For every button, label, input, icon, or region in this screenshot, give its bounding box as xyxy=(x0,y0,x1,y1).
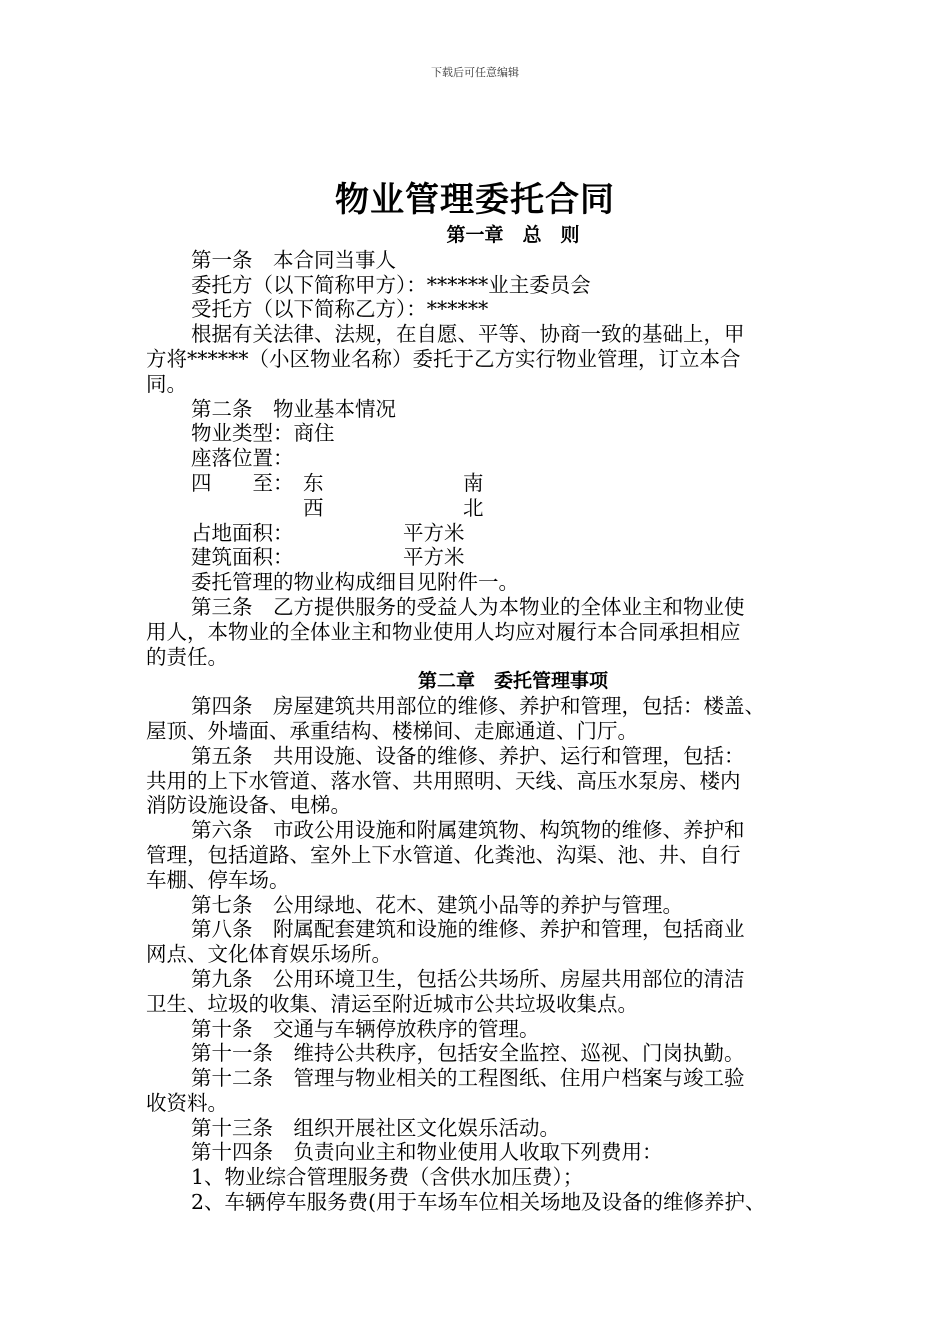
article-line: 第三条 乙方提供服务的受益人为本物业的全体业主和物业使 xyxy=(191,594,745,619)
boundary-west: 西 xyxy=(303,495,324,520)
document-body xyxy=(146,223,836,1215)
boundary-east: 东 xyxy=(303,470,324,495)
page-title: 物业管理委托合同 xyxy=(335,180,615,220)
chapter-heading: 第二章 委托管理事项 xyxy=(417,670,608,693)
article-line: 第十三条 组织开展社区文化娱乐活动。 xyxy=(191,1115,560,1140)
article-line: 第九条 公用环境卫生，包括公共场所、房屋共用部位的清洁 xyxy=(191,966,745,991)
paragraph-line: 共用的上下水管道、落水管、共用照明、天线、高压水泵房、楼内 xyxy=(146,768,741,793)
article-line: 第十四条 负责向业主和物业使用人收取下列费用： xyxy=(191,1140,663,1165)
paragraph-line: 收资料。 xyxy=(146,1090,228,1115)
article-line: 第六条 市政公用设施和附属建筑物、构筑物的维修、养护和 xyxy=(191,818,745,843)
building-area-unit: 平方米 xyxy=(403,545,465,570)
article-line: 第五条 共用设施、设备的维修、养护、运行和管理，包括： xyxy=(191,743,745,768)
list-item: 2、车辆停车服务费(用于车场车位相关场地及设备的维修养护、 xyxy=(191,1190,766,1215)
article-line: 第八条 附属配套建筑和设施的维修、养护和管理，包括商业 xyxy=(191,917,745,942)
location-line: 座落位置： xyxy=(191,446,294,471)
paragraph-line: 车棚、停车场。 xyxy=(146,867,290,892)
article-line: 第四条 房屋建筑共用部位的维修、养护和管理，包括：楼盖、 xyxy=(191,694,765,719)
boundary-label: 四 至： xyxy=(191,470,294,495)
boundary-row-1 xyxy=(146,471,836,496)
building-area-label: 建筑面积： xyxy=(191,545,294,570)
land-area-line xyxy=(146,521,836,546)
paragraph-line: 屋顶、外墙面、承重结构、楼梯间、走廊通道、门厅。 xyxy=(146,718,638,743)
land-area-unit: 平方米 xyxy=(403,520,465,545)
party-a-line: 委托方（以下简称甲方）：******业主委员会 xyxy=(191,272,591,297)
land-area-label: 占地面积： xyxy=(191,520,294,545)
article-line: 第十条 交通与车辆停放秩序的管理。 xyxy=(191,1016,540,1041)
paragraph-line: 卫生、垃圾的收集、清运至附近城市公共垃圾收集点。 xyxy=(146,991,638,1016)
article-line: 第十一条 维持公共秩序，包括安全监控、巡视、门岗执勤。 xyxy=(191,1041,745,1066)
header-note: 下载后可任意编辑 xyxy=(431,66,519,79)
chapter-heading: 第一章 总 则 xyxy=(446,224,580,246)
property-type-line: 物业类型：商住 xyxy=(191,421,335,446)
paragraph-line: 网点、文化体育娱乐场所。 xyxy=(146,942,392,967)
paragraph-line: 委托管理的物业构成细目见附件一。 xyxy=(191,570,519,595)
article-line: 第十二条 管理与物业相关的工程图纸、住用户档案与竣工验 xyxy=(191,1066,745,1091)
paragraph-line: 根据有关法律、法规，在自愿、平等、协商一致的基础上，甲 xyxy=(191,322,745,347)
paragraph-line: 用人，本物业的全体业主和物业使用人均应对履行本合同承担相应 xyxy=(146,619,741,644)
paragraph-line: 管理，包括道路、室外上下水管道、化粪池、沟渠、池、井、自行 xyxy=(146,842,741,867)
paragraph-line: 消防设施设备、电梯。 xyxy=(146,793,351,818)
building-area-line xyxy=(146,545,836,570)
list-item: 1、物业综合管理服务费（含供水加压费）； xyxy=(191,1165,584,1190)
article-line: 第一条 本合同当事人 xyxy=(191,247,396,272)
boundary-row-2 xyxy=(146,496,836,521)
paragraph-line: 的责任。 xyxy=(146,644,228,669)
paragraph-line: 方将******（小区物业名称）委托于乙方实行物业管理，订立本合 xyxy=(146,346,741,371)
boundary-north: 北 xyxy=(463,495,484,520)
party-b-line: 受托方（以下简称乙方）：****** xyxy=(191,297,489,322)
paragraph-line: 同。 xyxy=(146,371,187,396)
boundary-south: 南 xyxy=(463,470,484,495)
article-line: 第二条 物业基本情况 xyxy=(191,396,396,421)
article-line: 第七条 公用绿地、花木、建筑小品等的养护与管理。 xyxy=(191,892,683,917)
